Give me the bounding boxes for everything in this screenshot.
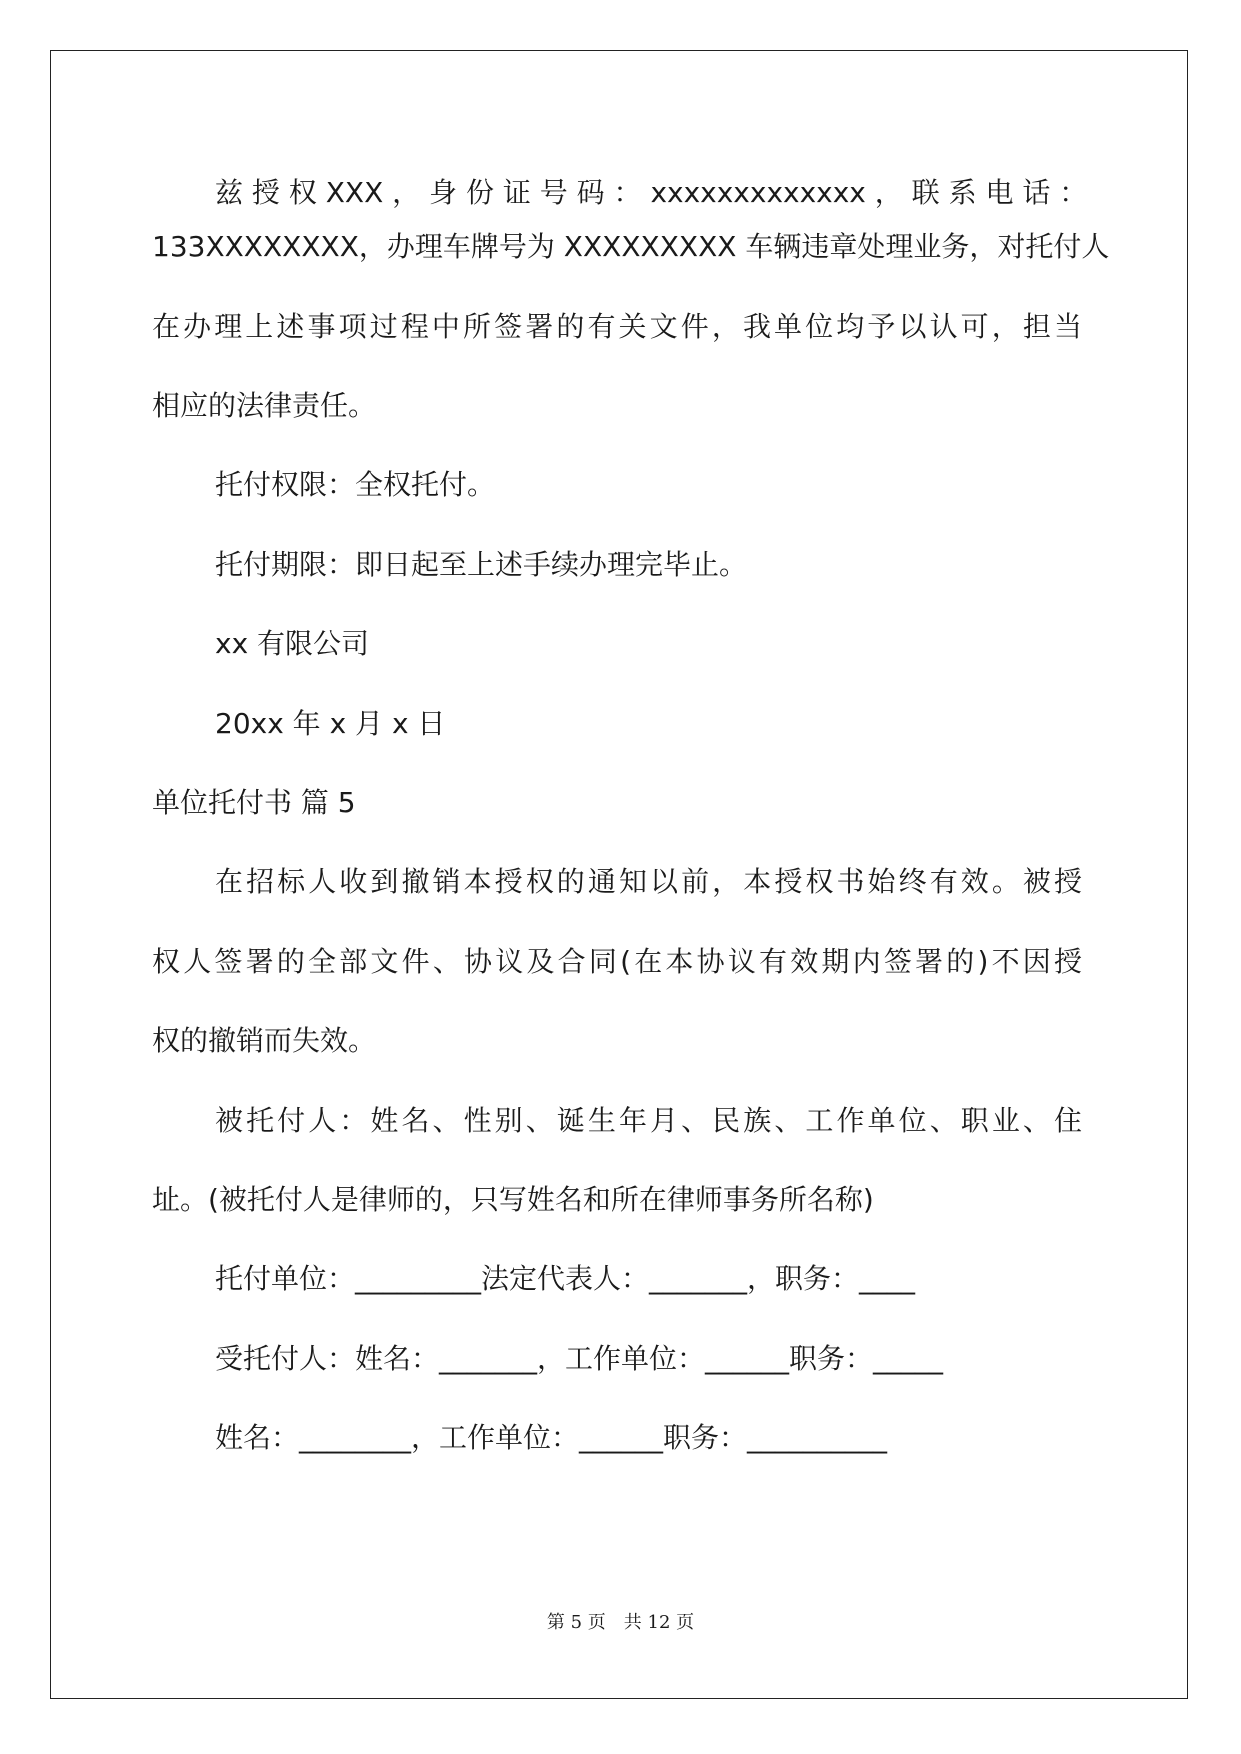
form-line: 受托付人：姓名：_______，工作单位：______职务：_____ — [215, 1342, 944, 1375]
paragraph-line: 址。(被托付人是律师的，只写姓名和所在律师事务所名称) — [152, 1183, 874, 1216]
company-name: xx 有限公司 — [215, 627, 370, 660]
form-line: 托付单位：_________法定代表人：_______，职务：____ — [215, 1262, 916, 1295]
paragraph-line: 托付权限：全权托付。 — [215, 468, 496, 501]
paragraph-line: 被托付人：姓名、性别、诞生年月、民族、工作单位、职业、住 — [215, 1104, 1082, 1137]
form-line: 姓名：________，工作单位：______职务：__________ — [215, 1421, 888, 1454]
paragraph-line: 相应的法律责任。 — [152, 389, 377, 422]
paragraph-line: 在招标人收到撤销本授权的通知以前，本授权书始终有效。被授 — [215, 865, 1082, 898]
page-number-footer: 第 5 页 共 12 页 — [546, 1612, 695, 1633]
paragraph-line: 托付期限：即日起至上述手续办理完毕止。 — [215, 548, 748, 581]
section-heading: 单位托付书 篇 5 — [152, 786, 356, 819]
paragraph-line: 权人签署的全部文件、协议及合同(在本协议有效期内签署的)不因授 — [152, 945, 1082, 978]
paragraph-line: 在办理上述事项过程中所签署的有关文件，我单位均予以认可，担当 — [152, 310, 1082, 343]
paragraph-line: 133XXXXXXXX，办理车牌号为 XXXXXXXXX 车辆违章处理业务，对托付人 — [152, 230, 1110, 263]
date-line: 20xx 年 x 月 x 日 — [215, 707, 446, 740]
paragraph-line: 权的撤销而失效。 — [152, 1024, 377, 1057]
paragraph-line: 兹 授 权 XXX ， 身 份 证 号 码 ： xxxxxxxxxxxxx ， 联 系 电 话 ： — [215, 176, 1088, 209]
